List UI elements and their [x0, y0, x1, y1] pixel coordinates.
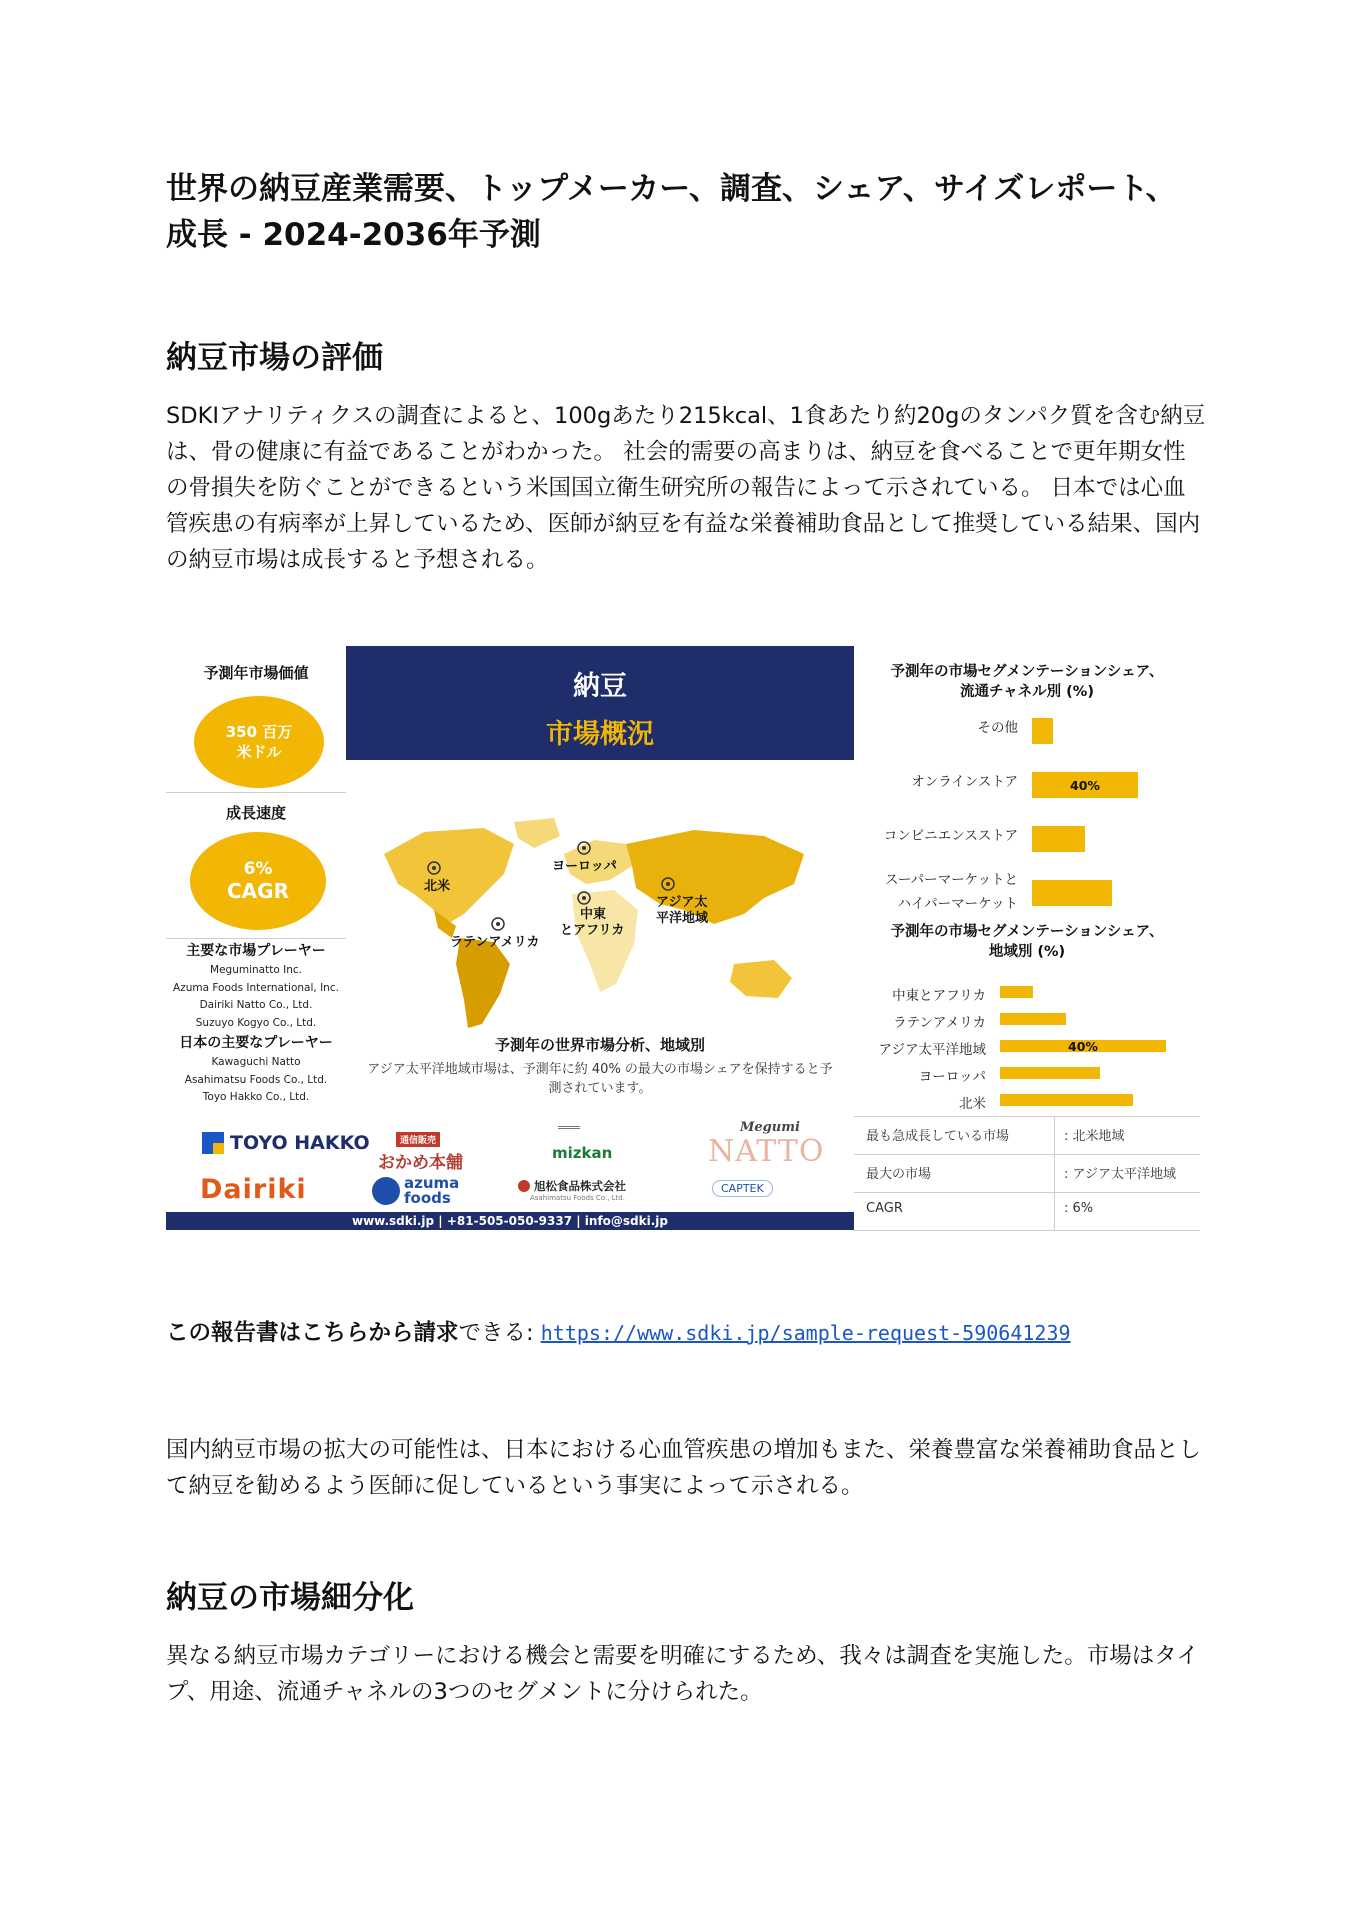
market-value-label: 予測年市場価値 — [203, 664, 309, 682]
player-name: Meguminatto Inc. — [210, 964, 302, 976]
bar — [1000, 1094, 1133, 1106]
sample-request-line — [166, 1316, 1071, 1350]
map-label-apac-2: 平洋地域 — [656, 911, 709, 926]
stat-key: 最大の市場 — [866, 1167, 932, 1182]
growth-unit: CAGR — [227, 879, 289, 903]
request-label: この報告書はこちらから請求 — [166, 1320, 459, 1346]
bar-label: アジア太平洋地域 — [878, 1042, 986, 1058]
infographic-subtitle: 市場概況 — [546, 719, 654, 750]
growth-paragraph: 国内納豆市場の拡大の可能性は、日本における心血管疾患の増加もまた、栄養豊富な栄養補助食品として納豆を勧めるよう医師に促しているという事実によって示される。 — [166, 1437, 1202, 1499]
okame-honpo-logo: おかめ本舗 — [378, 1153, 463, 1173]
bar-label: 中東とアフリカ — [892, 988, 986, 1004]
stat-value: : 北米地域 — [1064, 1129, 1125, 1144]
market-value-amount: 350 百万 — [225, 723, 293, 741]
tsushin-hanbai-badge: 通信販売 — [396, 1132, 440, 1147]
azuma-foods-logo: azuma foods — [372, 1176, 474, 1206]
divider — [166, 938, 346, 939]
australia-shape — [730, 960, 792, 998]
africa-shape — [572, 890, 638, 992]
channel-chart-heading — [854, 662, 1200, 702]
bar-label: ラテンアメリカ — [893, 1015, 986, 1031]
dairiki-logo: Dairiki — [200, 1174, 307, 1205]
megumi-natto-logo: NATTO — [708, 1134, 825, 1169]
bar — [1032, 718, 1053, 744]
stat-key: 最も急成長している市場 — [866, 1129, 1010, 1144]
bar — [1000, 986, 1033, 998]
map-label-mea-2: とアフリカ — [560, 923, 625, 938]
stat-value: : アジア太平洋地域 — [1064, 1167, 1176, 1182]
sample-request-link[interactable]: https://www.sdki.jp/sample-request-590641239 — [540, 1321, 1071, 1345]
document-title: 世界の納豆産業需要、トップメーカー、調査、シェア、サイズレポート、成長 - 2024-2036年予測 — [166, 171, 1177, 253]
growth-label: 成長速度 — [225, 804, 286, 822]
region-chart-heading-line2: 地域別 (%) — [988, 944, 1066, 960]
infographic-right-panel — [854, 646, 1200, 1116]
stat-row — [854, 1192, 1200, 1231]
stat-value: : 6% — [1064, 1201, 1094, 1216]
map-caption: アジア太平洋地域市場は、予測年に約 40% の最大の市場シェアを保持すると予測されています。 — [367, 1062, 833, 1096]
key-players-list — [166, 940, 346, 1107]
stat-key: CAGR — [866, 1201, 903, 1216]
company-logos — [166, 1116, 854, 1212]
map-label-apac-1: アジア太 — [656, 895, 708, 910]
map-label-latam: ラテンアメリカ — [450, 935, 540, 950]
bar-label: スーパーマーケットと ハイパーマーケット — [885, 872, 1018, 912]
region-chart-heading — [854, 922, 1200, 962]
infographic-header — [346, 646, 854, 760]
asia-shape — [626, 830, 804, 924]
infographic-title: 納豆 — [573, 671, 627, 702]
map-pin-icon — [492, 918, 504, 930]
stat-row — [854, 1154, 1200, 1193]
megumi-logo-script: Megumi — [740, 1120, 800, 1135]
map-label-north-america: 北米 — [424, 879, 451, 894]
map-label-mea-1: 中東 — [580, 907, 607, 922]
infographic-center-panel — [346, 646, 854, 1116]
request-label-tail: できる: — [458, 1320, 541, 1346]
north-america-shape — [384, 828, 514, 926]
mizkan-logo: mizkan — [552, 1144, 613, 1162]
captek-logo: CAPTEK — [712, 1180, 773, 1197]
market-value-unit: 米ドル — [236, 743, 282, 761]
greenland-shape — [514, 818, 560, 848]
bar — [1000, 1013, 1066, 1025]
world-map — [364, 814, 824, 1034]
asahimatsu-english: Asahimatsu Foods Co., Ltd. — [530, 1194, 625, 1202]
divider — [166, 792, 346, 793]
player-name: Suzuyo Kogyo Co., Ltd. — [195, 1016, 317, 1029]
asahimatsu-sun-icon — [518, 1180, 530, 1192]
mizkan-mark-icon — [558, 1126, 580, 1143]
south-america-shape — [456, 938, 510, 1028]
player-name: Dairiki Natto Co., Ltd. — [199, 999, 313, 1011]
bar-label: コンビニエンスストア — [883, 828, 1018, 844]
section-heading-valuation: 納豆市場の評価 — [166, 340, 383, 376]
bar: 40% — [1000, 1040, 1166, 1052]
azuma-swirl-icon — [372, 1177, 400, 1205]
bar-label: 北米 — [959, 1096, 986, 1112]
bar — [1032, 826, 1085, 852]
toyo-hakko-logo: TOYO HAKKO — [202, 1132, 370, 1154]
toyo-hakko-mark-icon — [202, 1132, 224, 1154]
world-map-graphic — [364, 814, 824, 1034]
channel-chart-heading-line2: 流通チャネル別 (%) — [960, 684, 1094, 700]
key-players-heading: 主要な市場プレーヤー — [186, 943, 326, 959]
bar-label: オンラインストア — [911, 774, 1018, 790]
asahimatsu-logo: 旭松食品株式会社 — [518, 1178, 626, 1194]
section-heading-segmentation: 納豆の市場細分化 — [166, 1580, 414, 1616]
bar: 40% — [1032, 772, 1138, 798]
japan-players-heading: 日本の主要なプレーヤー — [179, 1035, 333, 1051]
infographic-left-panel — [166, 646, 346, 1116]
growth-badge — [190, 832, 326, 930]
valuation-paragraph: SDKIアナリティクスの調査によると、100gあたり215kcal、1食あたり約20gのタンパク質を含む納豆は、骨の健康に有益であることがわかった。 社会的需要の高まりは、納豆を食べることで更年期女性の骨損失を防ぐことができるという米国国立衛生研究所の報告によって示されている。 日本では心血管疾患の有病率が上昇しているため、医師が納豆を有益な栄養補助食品として推奨している結果、国内の納豆市場は成長すると予想される。 — [166, 403, 1206, 573]
region-chart-heading-line1: 予測年の市場セグメンテーションシェア、 — [890, 924, 1164, 940]
player-name: Asahimatsu Foods Co., Ltd. — [184, 1073, 328, 1086]
player-name: Kawaguchi Natto — [211, 1056, 301, 1068]
divider — [1054, 1116, 1055, 1154]
bar-label: その他 — [977, 720, 1018, 736]
bar — [1000, 1067, 1100, 1079]
market-infographic — [166, 646, 1200, 1230]
market-value-badge — [194, 696, 324, 788]
growth-value: 6% — [243, 859, 273, 879]
bar — [1032, 880, 1112, 906]
market-stats-table — [854, 1116, 1200, 1230]
bar-label: ヨーロッパ — [918, 1069, 986, 1085]
player-name: Toyo Hakko Co., Ltd. — [202, 1091, 310, 1103]
divider — [1054, 1154, 1055, 1192]
channel-chart-heading-line1: 予測年の市場セグメンテーションシェア、 — [890, 664, 1164, 680]
map-caption-heading: 予測年の世界市場分析、地域別 — [494, 1036, 705, 1054]
player-name: Azuma Foods International, Inc. — [173, 981, 339, 994]
segmentation-paragraph: 異なる納豆市場カテゴリーにおける機会と需要を明確にするため、我々は調査を実施した。市場はタイプ、用途、流通チャネルの3つのセグメントに分けられた。 — [166, 1643, 1199, 1705]
divider — [1054, 1192, 1055, 1230]
stat-row — [854, 1116, 1200, 1155]
map-label-europe: ヨーロッパ — [552, 859, 617, 874]
infographic-footer: www.sdki.jp | +81-505-050-9337 | info@sdki.jp — [166, 1212, 854, 1230]
